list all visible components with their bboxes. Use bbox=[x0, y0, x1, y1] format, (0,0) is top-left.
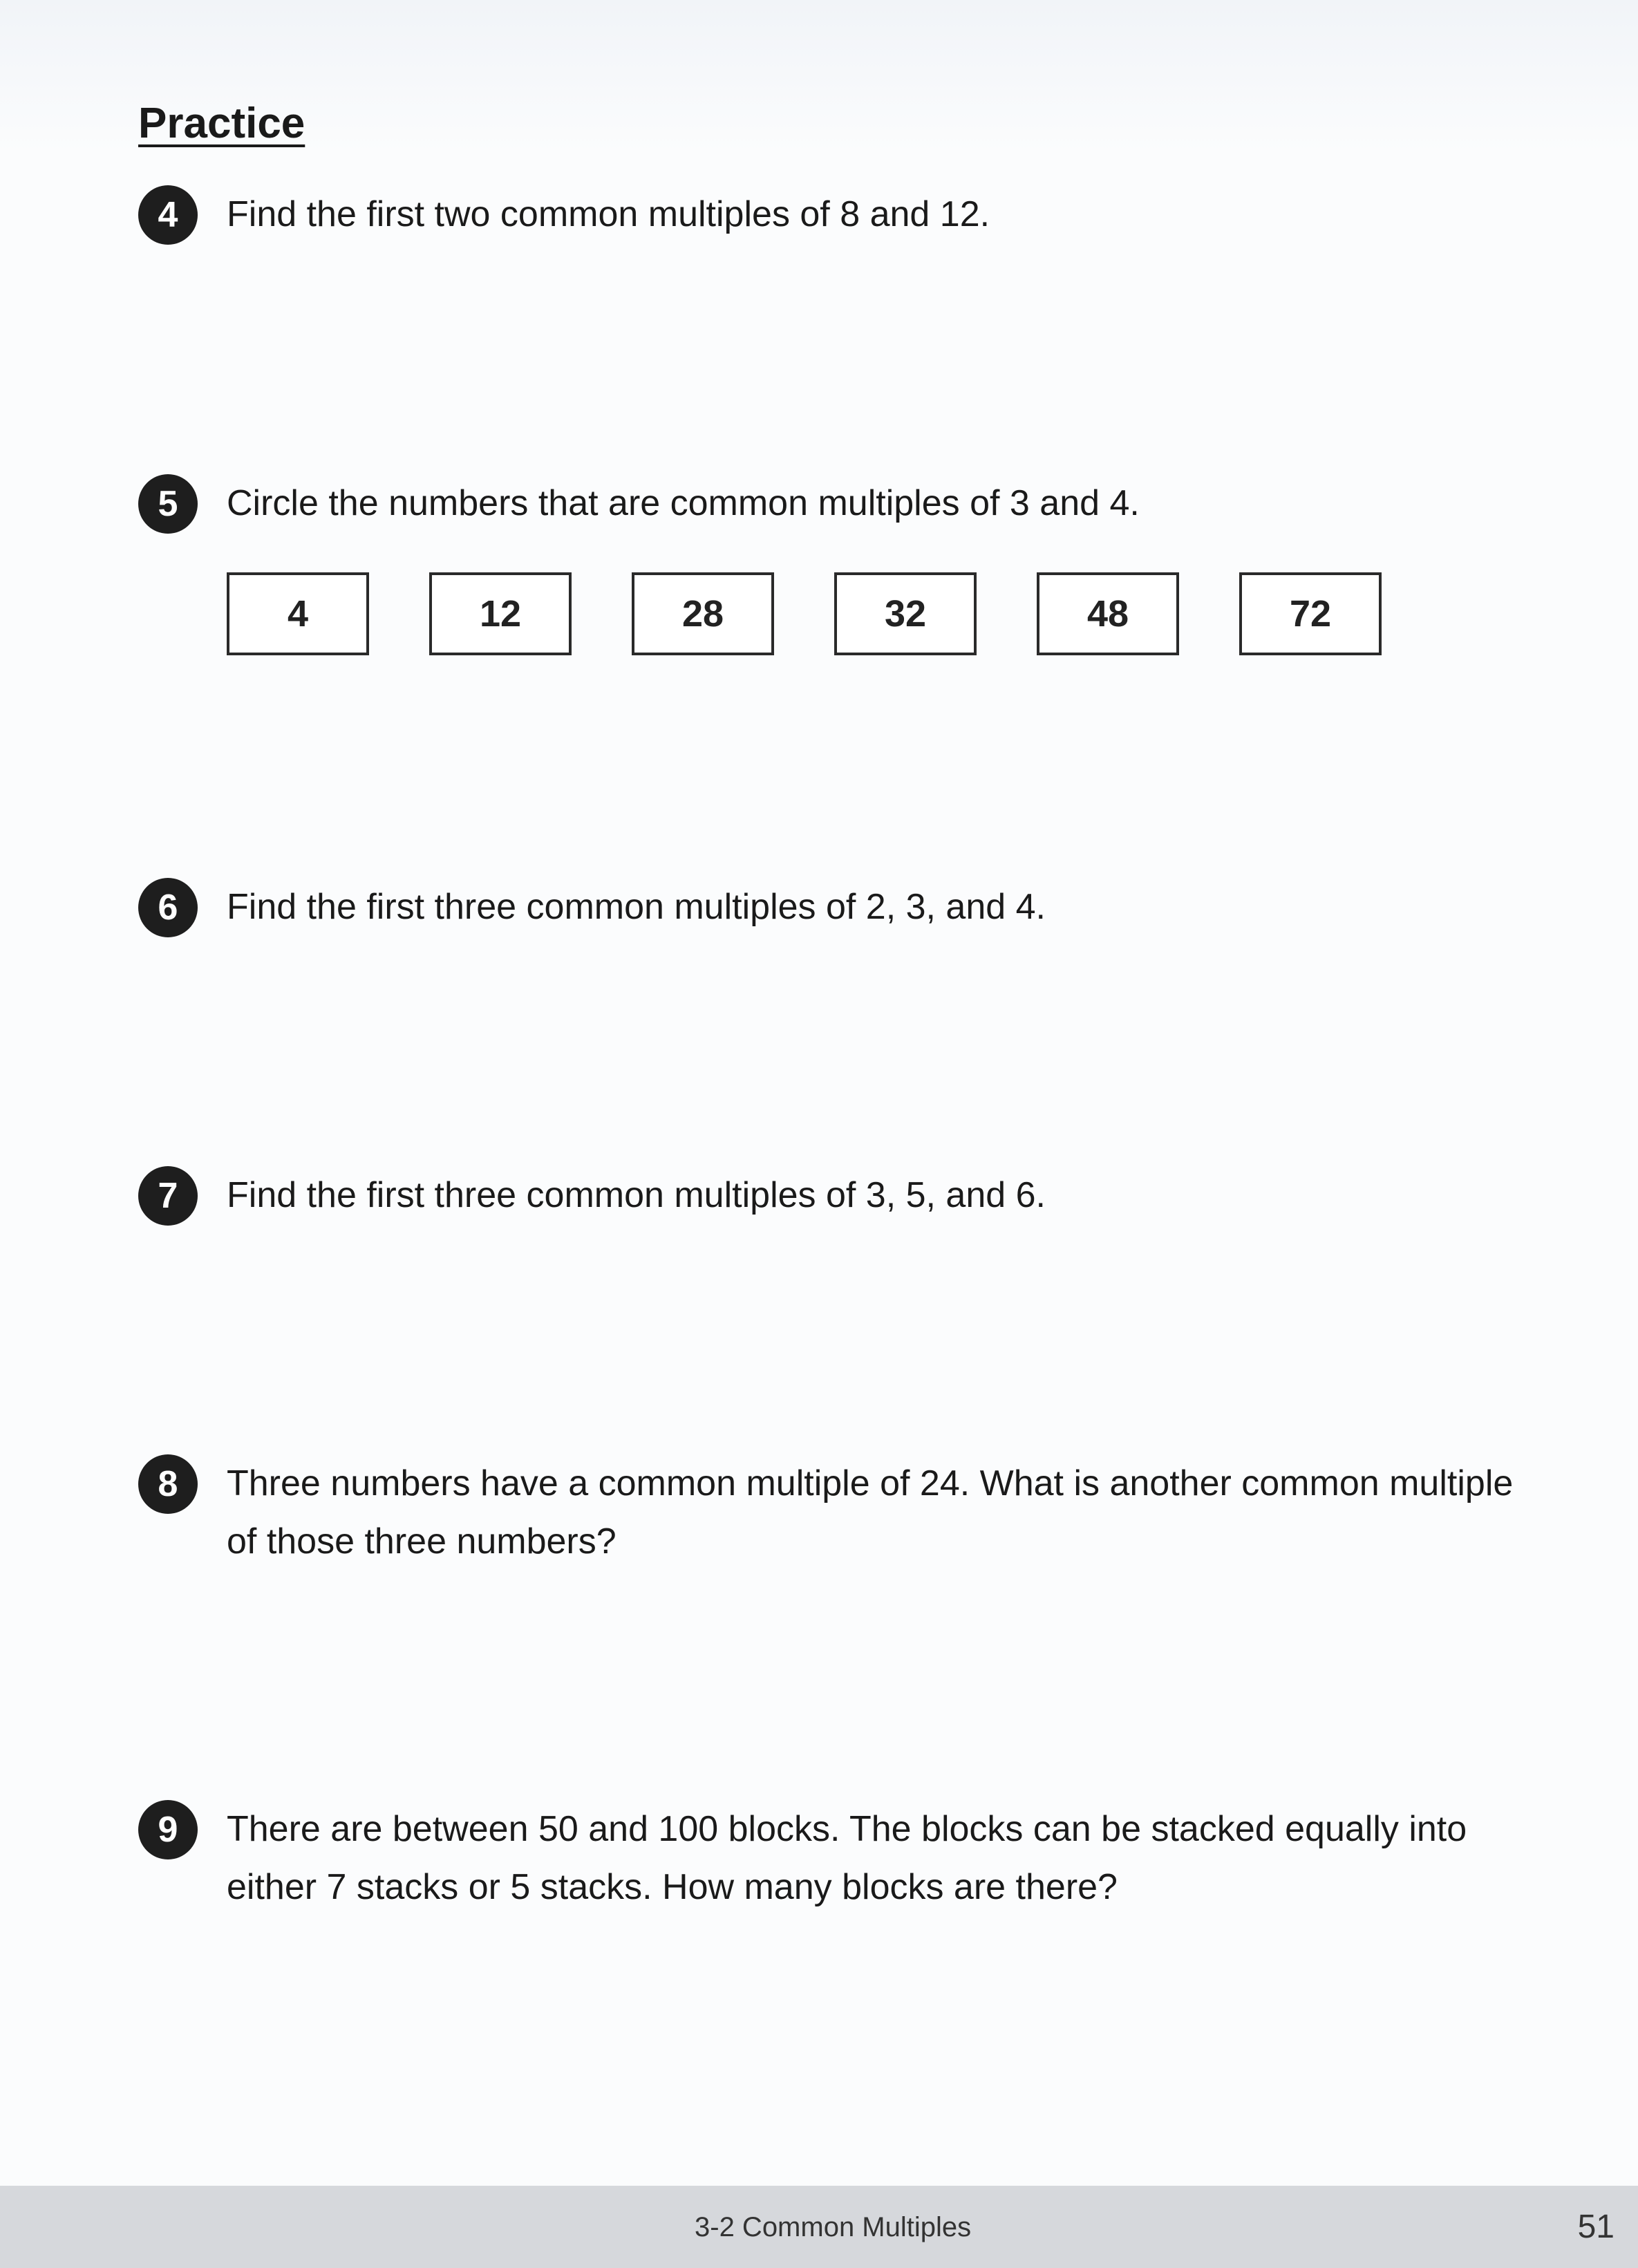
choice-box[interactable]: 28 bbox=[632, 572, 774, 655]
answer-choices bbox=[227, 572, 1382, 655]
question-text: There are between 50 and 100 blocks. The blocks can be stacked equally into either 7 stacks or 5 stacks. How many blocks are there? bbox=[227, 1809, 1467, 1907]
footer-label: 3-2 Common Multiples bbox=[695, 2212, 972, 2242]
choice-box[interactable]: 72 bbox=[1239, 572, 1382, 655]
question-number-badge: 6 bbox=[138, 878, 198, 937]
page-footer bbox=[0, 2186, 1638, 2268]
section-title: Practice bbox=[138, 100, 305, 147]
page-number: 51 bbox=[1577, 2209, 1615, 2245]
question-text: Circle the numbers that are common multiples of 3 and 4. bbox=[227, 483, 1140, 523]
question-number-badge: 5 bbox=[138, 474, 198, 534]
question-text: Three numbers have a common multiple of 24. What is another common multiple of those three numbers? bbox=[227, 1463, 1514, 1562]
choice-box[interactable]: 48 bbox=[1037, 572, 1179, 655]
question-text: Find the first two common multiples of 8 and 12. bbox=[227, 194, 990, 234]
choice-box[interactable]: 4 bbox=[227, 572, 369, 655]
choice-box[interactable]: 32 bbox=[834, 572, 977, 655]
question-number-badge: 8 bbox=[138, 1454, 198, 1514]
question-text: Find the first three common multiples of 3, 5, and 6. bbox=[227, 1175, 1046, 1215]
question-number-badge: 4 bbox=[138, 185, 198, 245]
choice-box[interactable]: 12 bbox=[429, 572, 572, 655]
question-number-badge: 9 bbox=[138, 1800, 198, 1859]
question-number-badge: 7 bbox=[138, 1166, 198, 1226]
question-text: Find the first three common multiples of 2, 3, and 4. bbox=[227, 887, 1046, 927]
